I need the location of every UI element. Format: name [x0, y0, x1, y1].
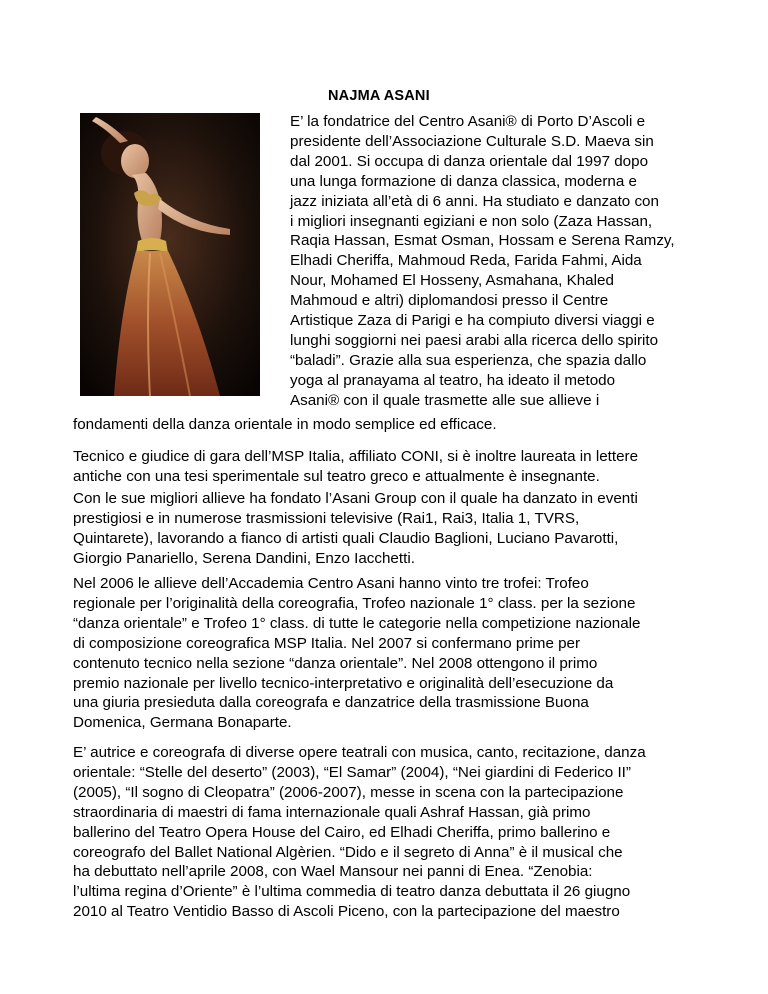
intro-tail [73, 415, 713, 435]
paragraph-line: “danza orientale” e Trofeo 1° class. di tutte le categorie nella competizione nazionale [73, 614, 641, 632]
paragraph-opere [73, 743, 713, 922]
intro-line: una lunga formazione di danza classica, moderna e [290, 172, 637, 190]
paragraph-line: orientale: “Stelle del deserto” (2003), “El Samar” (2004), “Nei giardini di Federico II” [73, 763, 631, 781]
intro-line: Mahmoud e altri) diplomandosi presso il Centre [290, 292, 609, 310]
intro-line: i migliori insegnanti egiziani e non solo (Zaza Hassan, [290, 212, 653, 230]
intro-line: dal 2001. Si occupa di danza orientale dal 1997 dopo [290, 152, 649, 170]
paragraph-line: una giuria presieduta dalla coreografa e danzatrice della trasmissione Buona [73, 694, 589, 712]
paragraph-line: straordinaria di maestri di fama internazionale quali Ashraf Hassan, già primo [73, 803, 591, 821]
page-title: NAJMA ASANI [328, 88, 430, 104]
intro-line: Elhadi Cheriffa, Mahmoud Reda, Farida Fahmi, Aida [290, 252, 642, 270]
paragraph-line: Domenica, Germana Bonaparte. [73, 714, 292, 732]
paragraph-line: Tecnico e giudice di gara dell’MSP Italia, affiliato CONI, si è inoltre laureata in lettere [73, 448, 639, 465]
paragraph-line: Nel 2006 le allieve dell’Accademia Centro Asani hanno vinto tre trofei: Trofeo [73, 575, 589, 592]
intro-line: E’ la fondatrice del Centro Asani® di Porto D’Ascoli e [290, 113, 646, 130]
intro-tail-line: fondamenti della danza orientale in modo semplice ed efficace. [73, 416, 497, 433]
paragraph-line: ballerino del Teatro Opera House del Cairo, ed Elhadi Cheriffa, primo ballerino e [73, 823, 611, 841]
paragraph-line: contenuto tecnico nella sezione “danza orientale”. Nel 2008 ottengono il primo [73, 654, 598, 672]
paragraph-line: coreografo del Ballet National Algèrien. “Dido e il segreto di Anna” è il musical che [73, 843, 623, 861]
intro-line: Raqia Hassan, Esmat Osman, Hossam e Serena Ramzy, [290, 232, 675, 250]
intro-line: jazz iniziata all’età di 6 anni. Ha studiato e danzato con [290, 192, 659, 210]
intro-line: yoga al pranayama al teatro, ha ideato il metodo [290, 371, 616, 389]
paragraph-line: E’ autrice e coreografa di diverse opere teatrali con musica, canto, recitazione, danza [73, 744, 646, 761]
intro-paragraph [290, 112, 705, 411]
intro-line: Nour, Mohamed El Hosseny, Asmahana, Khaled [290, 272, 614, 290]
paragraph-line: 2010 al Teatro Ventidio Basso di Ascoli Piceno, con la partecipazione del maestro [73, 903, 620, 921]
paragraph-line: (2005), “Il sogno di Cleopatra” (2006-2007), messe in scena con la partecipazione [73, 783, 624, 801]
paragraph-line: l’ultima regina d’Oriente” è l’ultima commedia di teatro danza debuttata il 26 giugno [73, 883, 631, 901]
paragraph-trofei [73, 574, 713, 733]
paragraph-line: regionale per l’originalità della coreografia, Trofeo nazionale 1° class. per la sezione [73, 594, 636, 612]
dancer-photo-icon [80, 113, 260, 396]
intro-line: Asani® con il quale trasmette alle sue allieve i [290, 391, 600, 409]
paragraph-line: di composizione coreografica MSP Italia. Nel 2007 si confermano prime per [73, 634, 581, 652]
intro-line: lunghi soggiorni nei paesi arabi alla ricerca dello spirito [290, 331, 659, 349]
paragraph-line: ha debuttato nell’aprile 2008, con Wael Mansour nei panni di Enea. “Zenobia: [73, 863, 593, 881]
paragraph-mspitalia [73, 447, 713, 487]
dancer-photo [80, 113, 260, 396]
paragraph-line: antiche con una tesi sperimentale sul teatro greco e attualmente è insegnante. [73, 467, 600, 485]
paragraph-line: Giorgio Panariello, Serena Dandini, Enzo Iacchetti. [73, 549, 415, 567]
paragraph-line: premio nazionale per livello tecnico-interpretativo e originalità dell’esecuzione da [73, 674, 614, 692]
paragraph-asani-group [73, 489, 713, 569]
intro-line: presidente dell’Associazione Culturale S.D. Maeva sin [290, 132, 654, 150]
intro-line: “baladi”. Grazie alla sua esperienza, che spazia dallo [290, 351, 647, 369]
paragraph-line: Con le sue migliori allieve ha fondato l’Asani Group con il quale ha danzato in eventi [73, 490, 638, 507]
paragraph-line: prestigiosi e in numerose trasmissioni televisive (Rai1, Rai3, Italia 1, TVRS, [73, 509, 580, 527]
paragraph-line: Quintarete), lavorando a fianco di artisti quali Claudio Baglioni, Luciano Pavarotti, [73, 529, 619, 547]
intro-line: Artistique Zaza di Parigi e ha compiuto diversi viaggi e [290, 312, 655, 330]
